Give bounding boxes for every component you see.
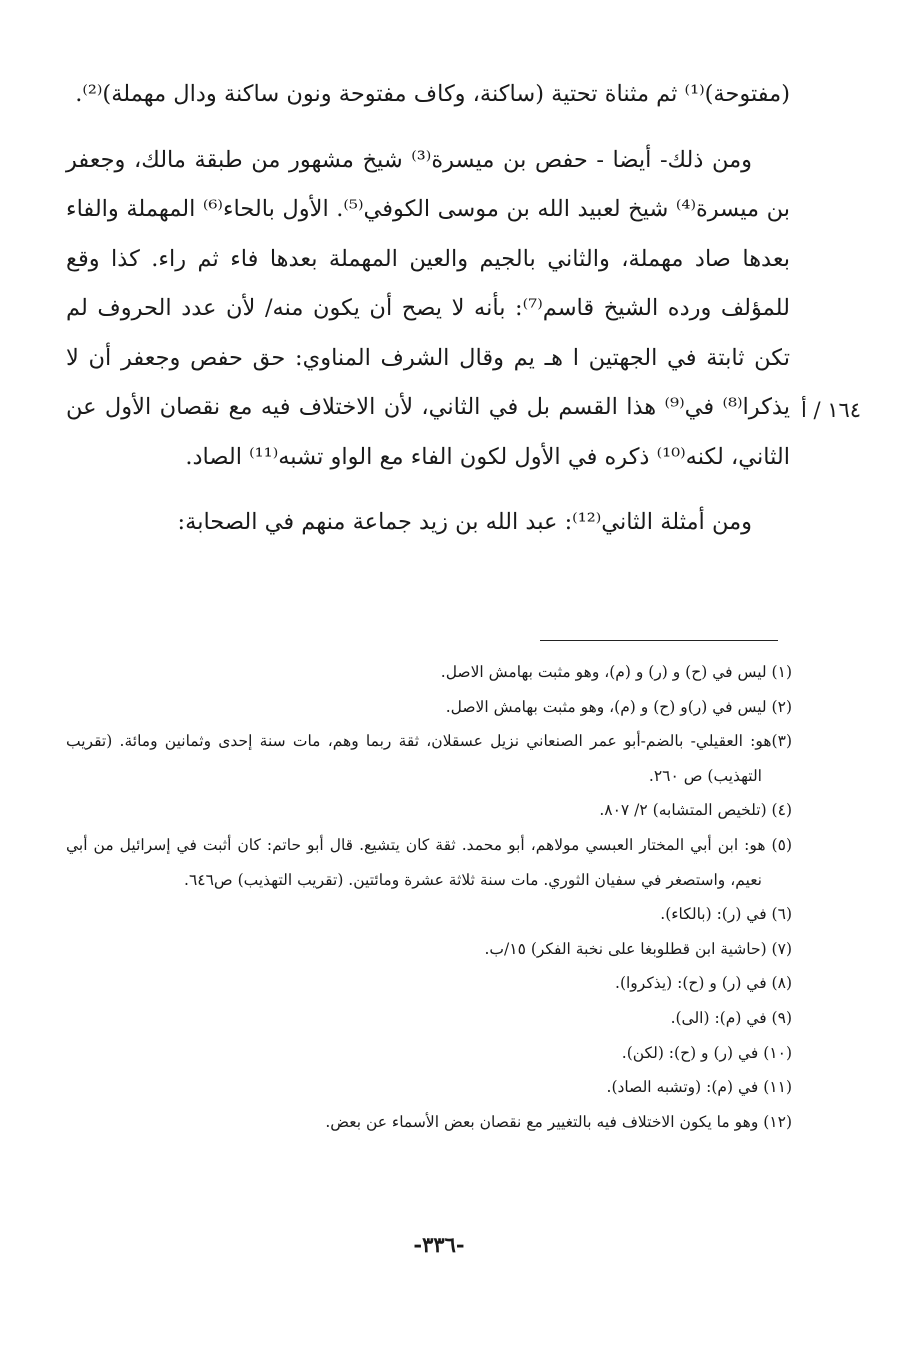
footnote: (٢) ليس في (ر)و (ح) و (م)، وهو مثبت بهامش الاصل. [445,697,792,716]
footnote: (١) ليس في (ح) و (ر) و (م)، وهو مثبت بهامش الاصل. [440,663,792,681]
body-paragraph-3: ومن أمثلة الثاني⁽¹²⁾: عبد الله بن زيد جماعة منهم في الصحابة: [177,509,752,535]
margin-folio-reference: ١٦٤ / أ [800,398,862,422]
footnote-separator [540,640,778,641]
footnote: (١٢) وهو ما يكون الاختلاف فيه بالتغيير مع نقصان بعض الأسماء عن بعض. [325,1112,792,1131]
page-number: -٣٣٦- [413,1232,465,1257]
footnote: (٧) (حاشية ابن قطلوبغا على نخبة الفكر) ١٥/ب. [484,939,792,958]
footnote: (١٠) في (ر) و (ح): (لكن). [621,1043,792,1062]
footnote: (٨) في (ر) و (ح): (يذكروا). [615,974,792,993]
footnote: (١١) في (م): (وتشبه الصاد). [606,1078,792,1097]
footnote: (٣)هو: العقيلي- بالضم-أبو عمر الصنعاني نزيل عسقلان، ثقة ربما وهم، مات سنة إحدى وثمانين ومائة. (تقريب التهذيب) ص ٢٦٠. [66,732,792,785]
footnotes-section [66,655,792,1139]
footnote: (٥) هو: ابن أبي المختار العبسي مولاهم، أبو محمد. ثقة كان يتشيع. قال أبو حاتم: كان أثبت في إسرائيل من أبي نعيم، واستصغر في سفيان الثوري. مات سنة ثلاثة عشرة ومائتين. (تقريب التهذيب) ص٦٤٦. [66,835,792,889]
body-paragraph-1: (مفتوحة)⁽¹⁾ ثم مثناة تحتية (ساكنة، وكاف مفتوحة ونون ساكنة ودال مهملة)⁽²⁾. [75,81,790,107]
footnote: (٩) في (م): (الى). [670,1008,792,1027]
body-paragraph-2: ومن ذلك- أيضا - حفص بن ميسرة⁽³⁾ شيخ مشهور من طبقة مالك، وجعفر بن ميسرة⁽⁴⁾ شيخ لعبيد الله بن موسى الكوفي⁽⁵⁾. الأول بالحاء⁽⁶⁾ المهملة والفاء بعدها صاد مهملة، والثاني بالجيم والعين المهملة بعدها فاء ثم راء. كذا وقع للمؤلف ورده الشيخ قاسم⁽⁷⁾: بأنه لا يصح أن يكون منه/ لأن عدد الحروف لم تكن ثابتة في الجهتين ا هـ يم وقال الشرف المناوي: حق حفص وجعفر أن لا يذكرا⁽⁸⁾ في⁽⁹⁾ هذا القسم بل في الثاني، لأن الاختلاف فيه مع نقصان الأول عن الثاني، لكنه⁽¹⁰⁾ ذكره في الأول لكون الفاء مع الواو تشبه⁽¹¹⁾ الصاد. [66,146,790,470]
main-text-body [66,70,790,548]
footnote: (٤) (تلخيص المتشابه) ٢/ ٨٠٧. [599,801,792,820]
footnote: (٦) في (ر): (بالكاء). [660,905,792,924]
